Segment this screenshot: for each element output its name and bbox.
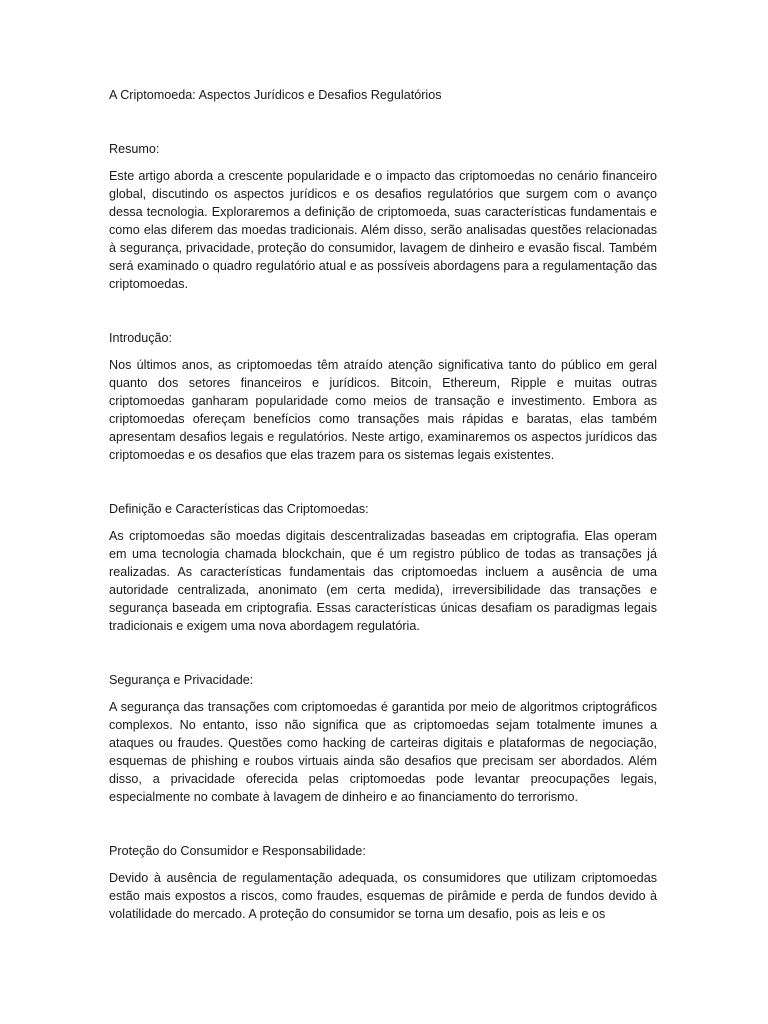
section-seguranca [109,671,657,806]
section-heading: Resumo: [109,142,160,156]
section-paragraph: Este artigo aborda a crescente popularidade e o impacto das criptomoedas no cenário financeiro global, discutindo os aspectos jurídicos e os desafios regulatórios que surgem com o avanço dessa tecnologia. Exploraremos a definição de criptomoeda, suas características fundamentais e como elas diferem das moedas tradicionais. Além disso, serão analisadas questões relacionadas à segurança, privacidade, proteção do consumidor, lavagem de dinheiro e evasão fiscal. Também será examinado o quadro regulatório atual e as possíveis abordagens para a regulamentação das criptomoedas. [109,169,657,291]
section-heading: Introdução: [109,331,173,345]
section-heading: Proteção do Consumidor e Responsabilidade: [109,844,366,858]
section-resumo [109,140,657,293]
section-paragraph: A segurança das transações com criptomoedas é garantida por meio de algoritmos criptográficos complexos. No entanto, isso não significa que as criptomoedas sejam totalmente imunes a ataques ou fraudes. Questões como hacking de carteiras digitais e plataformas de negociação, esquemas de phishing e roubos virtuais ainda são desafios que precisam ser abordados. Além disso, a privacidade oferecida pelas criptomoedas pode levantar preocupações legais, especialmente no combate à lavagem de dinheiro e ao financiamento do terrorismo. [109,700,657,804]
section-paragraph: Devido à ausência de regulamentação adequada, os consumidores que utilizam criptomoedas estão mais expostos a riscos, como fraudes, esquemas de pirâmide e perda de fundos devido à volatilidade do mercado. A proteção do consumidor se torna um desafio, pois as leis e os [109,871,657,921]
section-definicao [109,500,657,635]
document-title: A Criptomoeda: Aspectos Jurídicos e Desafios Regulatórios [109,88,442,102]
section-protecao-consumidor [109,842,657,923]
section-paragraph: Nos últimos anos, as criptomoedas têm atraído atenção significativa tanto do público em geral quanto dos setores financeiros e jurídicos. Bitcoin, Ethereum, Ripple e muitas outras criptomoedas ganharam popularidade como meios de transação e investimento. Embora as criptomoedas ofereçam benefícios como transações mais rápidas e baratas, elas também apresentam desafios legais e regulatórios. Neste artigo, examinaremos os aspectos jurídicos das criptomoedas e os desafios que elas trazem para os sistemas legais existentes. [109,358,657,462]
section-introducao [109,329,657,464]
document-content [109,86,657,959]
section-paragraph: As criptomoedas são moedas digitais descentralizadas baseadas em criptografia. Elas operam em uma tecnologia chamada blockchain, que é um registro público de todas as transações já realizadas. As características fundamentais das criptomoedas incluem a ausência de uma autoridade centralizada, anonimato (em certa medida), irreversibilidade das transações e segurança baseada em criptografia. Essas características únicas desafiam os paradigmas legais tradicionais e exigem uma nova abordagem regulatória. [109,529,657,633]
section-heading: Segurança e Privacidade: [109,673,254,687]
section-heading: Definição e Características das Criptomoedas: [109,502,369,516]
